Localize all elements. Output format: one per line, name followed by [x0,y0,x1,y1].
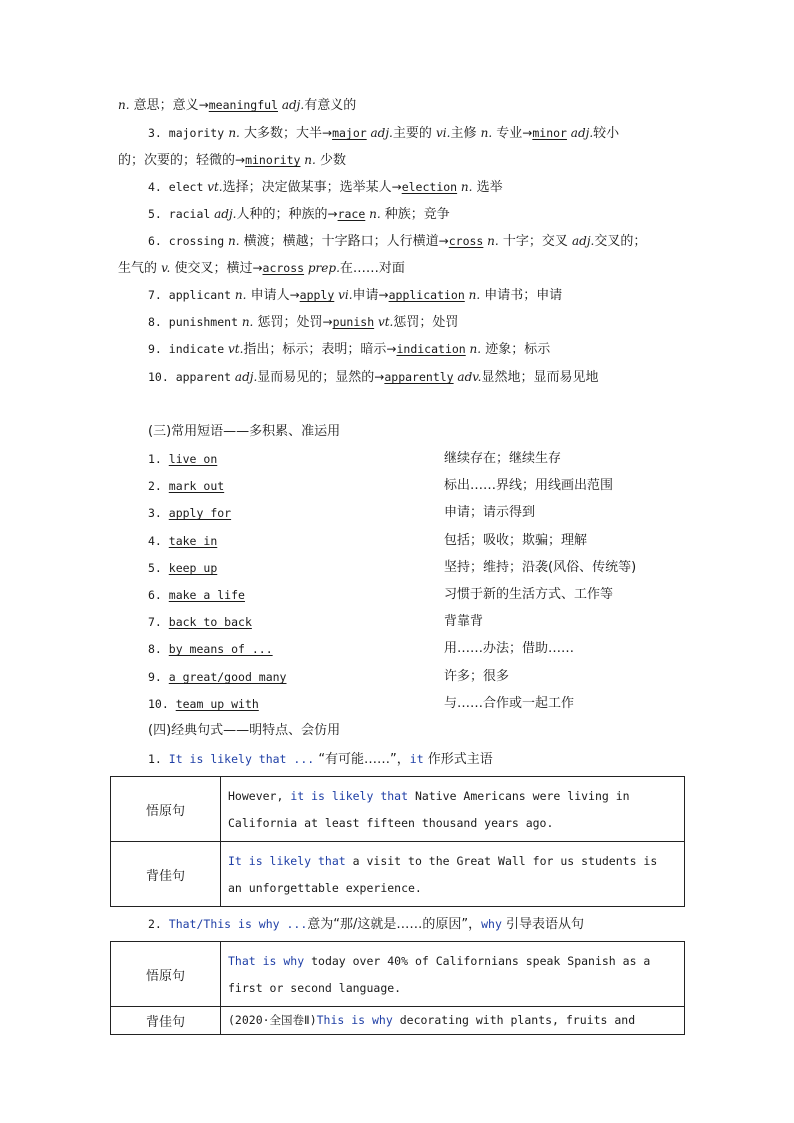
vocab-line-4 [148,178,503,197]
vocab-line-3 [148,124,619,143]
phrase-item [148,532,217,551]
item-number-word: 9. indicate [148,342,225,356]
table-row [111,1007,685,1035]
phrase-number: 10. [148,697,176,711]
pos: n. [228,126,240,140]
answer-word: minority [245,153,301,167]
phrase-number: 6. [148,588,169,602]
text-span: today over 40% of Californians speak Spanish as a first or second language. [228,954,651,995]
item-number-word: 10. apparent [148,370,232,384]
meaning-text: 生气的 [118,261,162,276]
row-text [221,942,685,1007]
pattern-zh: “有可能……”， [314,752,410,767]
item-number-word: 8. punishment [148,315,239,329]
meaning-text: 少数 [315,153,346,168]
item-number-word: 3. majority [148,126,225,140]
row-label: 悟原句 [111,942,221,1007]
row-label: 背佳句 [111,1007,221,1035]
meaning-text: 迹象；标示 [481,342,551,357]
meaning-text: 惩罚；处罚 [253,315,323,330]
meaning-text: 种族；竞争 [380,207,450,222]
phrase-term: keep up [168,561,218,575]
arrow-icon: → [378,288,389,302]
arrow-icon: → [386,342,397,356]
phrase-number: 7. [148,615,169,629]
text-span: decorating with plants, fruits and [392,1013,636,1027]
pos: vt. [224,342,244,356]
pattern-en: It is likely that ... [168,752,315,766]
phrase-number: 2. [148,479,169,493]
phrase-number: 1. [148,452,169,466]
phrase-term: by means of ... [168,642,273,656]
pos: vi. [334,288,353,302]
phrase-term: team up with [175,697,259,711]
highlight-span: That is why [228,954,305,968]
arrow-icon: → [322,315,333,329]
phrase-meaning: 习惯于新的生活方式、工作等 [444,587,614,602]
phrase-term: take in [168,534,218,548]
pos: vt. [374,315,394,329]
meaning-text: 申请书；申请 [480,288,563,303]
pattern-en: That/This is why ... [168,917,308,931]
meaning-text: 使交叉；横过 [170,261,253,276]
item-number-word: 4. elect [148,180,204,194]
text-span: a visit to the Great Wall for us students is an unforgettable experience. [228,854,658,895]
phrase-term: make a life [168,588,245,602]
phrase-meaning: 许多；很多 [444,669,510,684]
text-span: (2020·全国卷Ⅱ) [228,1013,317,1027]
pos: v. [161,261,171,275]
vocab-line-1 [118,96,356,115]
arrow-icon: → [327,207,338,221]
row-label: 悟原句 [111,777,221,842]
phrase-number: 9. [148,670,169,684]
phrase-term: apply for [168,506,232,520]
item-number-word: 7. applicant [148,288,232,302]
meaning-text: 人种的；种族的 [236,207,328,222]
arrow-icon: → [322,126,333,140]
phrase-item [148,586,245,605]
phrase-item [148,668,286,687]
pos: n. [480,126,493,140]
phrase-number: 8. [148,642,169,656]
meaning-text: 在……对面 [339,261,405,276]
pos: n. [465,342,482,356]
phrase-term: a great/good many [168,670,287,684]
phrase-meaning: 包括；吸收；欺骗；理解 [444,533,588,548]
table-row [111,777,685,842]
pos: adj. [366,126,393,140]
phrase-item [148,640,273,659]
arrow-icon: → [374,370,385,384]
vocab-line-6-cont [118,259,405,278]
phrase-meaning: 与……合作或一起工作 [444,696,575,711]
meaning-text: 专业 [492,126,523,141]
pattern-number: 2. [148,917,169,931]
pattern-zh: 引导表语从句 [501,917,585,932]
pos: adj. [231,370,258,384]
meaning-text: 显而易见的；显然的 [257,370,375,385]
pos: adv. [453,370,482,384]
answer-word: indication [396,342,466,356]
meaning-text: 交叉的； [594,234,647,249]
pos: n. [300,153,316,167]
pos: n. [457,180,473,194]
pos: n. [483,234,499,248]
pos: n. [224,234,240,248]
pattern-en: why [481,917,502,931]
answer-word: punish [332,315,375,329]
pattern-number: 1. [148,752,169,766]
pos: n. [118,98,130,112]
phrase-meaning: 标出……界线；用线画出范围 [444,478,614,493]
highlight-span: It is likely that [228,854,346,868]
meaning-text: 指出；标示；表明；暗示 [243,342,387,357]
pos: adj. [278,98,305,112]
phrase-term: live on [168,452,218,466]
answer-word: apparently [384,370,454,384]
highlight-span: it is likely that [283,789,415,803]
vocab-line-8 [148,313,458,332]
meaning-text: 意思；意义 [129,98,199,113]
item-number-word: 5. racial [148,207,211,221]
arrow-icon: → [198,98,209,112]
pos: n. [365,207,381,221]
meaning-text: 选择；决定做某事；选举某人 [222,180,392,195]
pos: adj. [566,126,594,140]
meaning-text: 的；次要的；轻微的 [118,153,236,168]
row-text [221,1007,685,1035]
meaning-text: 惩罚；处罚 [393,315,459,330]
answer-word: application [388,288,465,302]
pos: vt. [203,180,223,194]
answer-word: meaningful [208,98,278,112]
answer-word: major [332,126,367,140]
phrase-number: 3. [148,506,169,520]
phrase-meaning: 继续存在；继续生存 [444,451,562,466]
arrow-icon: → [438,234,449,248]
meaning-text: 有意义的 [304,98,357,113]
phrase-number: 5. [148,561,169,575]
highlight-span: This is why [316,1013,393,1027]
arrow-icon: → [289,288,300,302]
pattern-1 [148,750,493,769]
answer-word: race [337,207,366,221]
phrase-item [148,695,259,714]
answer-word: minor [532,126,567,140]
pos: adj. [571,234,595,248]
vocab-line-7 [148,286,562,305]
meaning-text: 显然地；显而易见地 [481,370,599,385]
meaning-text: 申请 [352,288,379,303]
phrase-item [148,613,252,632]
answer-word: election [401,180,458,194]
meaning-text: 大多数；大半 [239,126,322,141]
phrase-meaning: 用……办法；借助…… [444,641,575,656]
item-number-word: 6. crossing [148,234,225,248]
meaning-text: 横渡；横越；十字路口；人行横道 [239,234,439,249]
vocab-line-6 [148,232,646,251]
pattern-2 [148,915,584,934]
phrase-meaning: 背靠背 [444,614,484,629]
phrase-term: mark out [168,479,225,493]
text-span: However, [228,789,284,803]
phrase-item [148,450,217,469]
phrase-meaning: 申请；请示得到 [444,505,536,520]
phrase-item [148,477,224,496]
vocab-line-5 [148,205,450,224]
phrase-number: 4. [148,534,169,548]
pattern-zh: 作形式主语 [423,752,493,767]
row-label: 背佳句 [111,842,221,907]
text-span: Native Americans were living in California at least fifteen thousand years ago. [228,789,630,830]
meaning-text: 较小 [593,126,620,141]
meaning-text: 选举 [472,180,503,195]
phrase-item [148,504,231,523]
section4-heading: (四)经典句式——明特点、会仿用 [148,723,341,738]
answer-word: across [262,261,305,275]
vocab-line-3-cont [118,151,346,170]
pos: vi. [436,126,451,140]
sentence-table-1 [110,776,685,907]
pos: n. [464,288,481,302]
table-row [111,842,685,907]
arrow-icon: → [522,126,533,140]
pattern-en: it [409,752,424,766]
answer-word: apply [299,288,335,302]
arrow-icon: → [391,180,402,194]
pos: n. [231,288,247,302]
answer-word: cross [448,234,484,248]
arrow-icon: → [235,153,246,167]
phrase-meaning: 坚持；维持；沿袭(风俗、传统等) [444,560,637,575]
table-row [111,942,685,1007]
meaning-text: 主修 [450,126,481,141]
meaning-text: 十字；交叉 [498,234,572,249]
sentence-table-2 [110,941,685,1035]
row-text [221,842,685,907]
section3-heading: (三)常用短语——多积累、准运用 [148,424,341,439]
pos: adj. [210,207,237,221]
meaning-text: 申请人 [246,288,290,303]
phrase-term: back to back [168,615,252,629]
phrase-item [148,559,217,578]
row-text [221,777,685,842]
meaning-text: 主要的 [392,126,437,141]
vocab-line-9 [148,340,550,359]
pattern-zh: 意为“那/这就是……的原因”， [307,917,482,932]
vocab-line-10 [148,368,598,387]
pos: n. [238,315,254,329]
arrow-icon: → [252,261,263,275]
pos: prep. [304,261,340,275]
